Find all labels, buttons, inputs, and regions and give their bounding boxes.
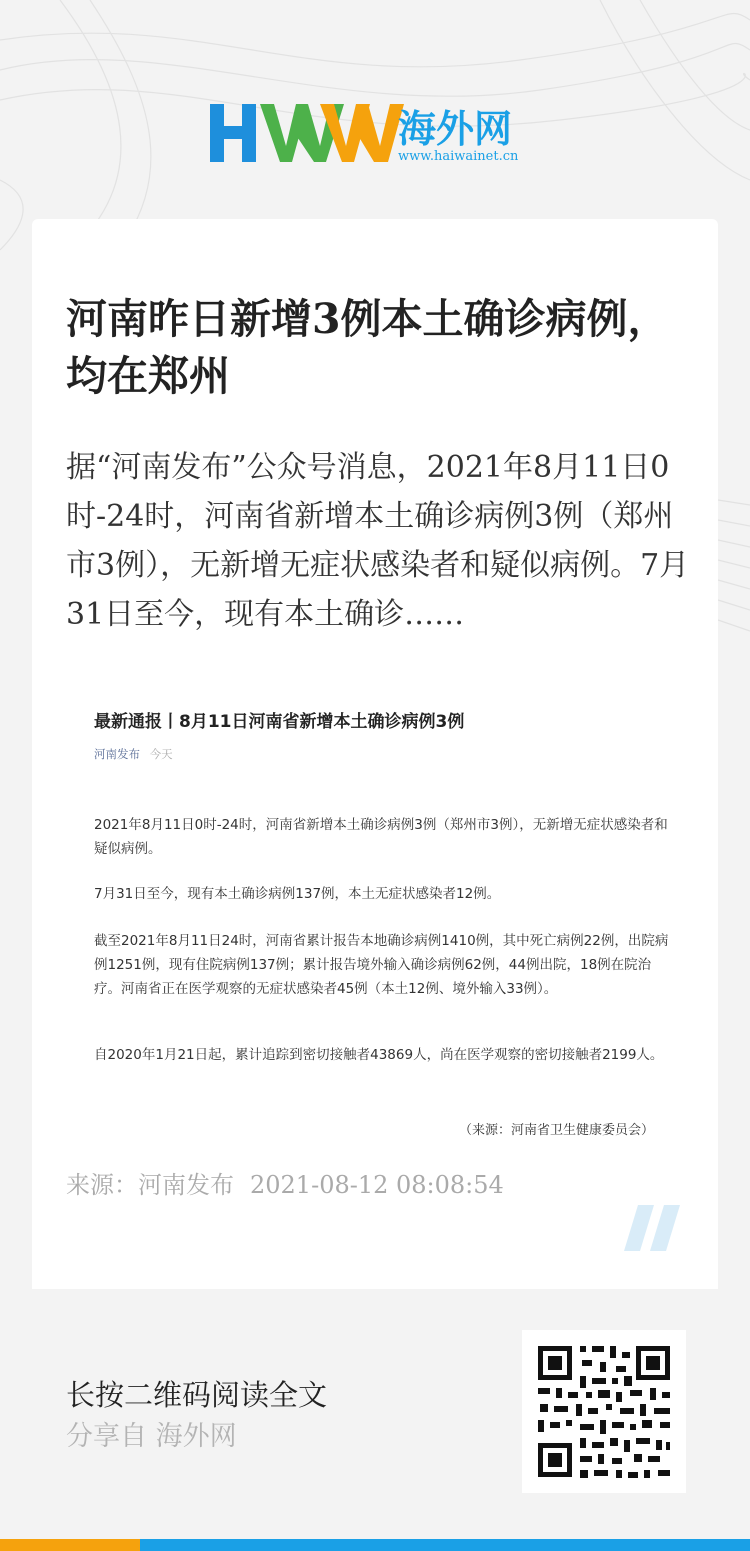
embedded-screenshot	[94, 707, 674, 1138]
article-source-line	[66, 1165, 504, 1200]
publish-datetime: 2021-08-12 08:08:54	[250, 1171, 504, 1199]
share-from: 分享自 海外网	[66, 1421, 237, 1452]
brand-name: 海外网	[398, 106, 513, 151]
embed-meta	[94, 746, 674, 762]
haiwainet-logo	[208, 102, 548, 164]
embed-time: 今天	[149, 747, 173, 761]
qr-code-icon[interactable]	[522, 1330, 686, 1493]
qr-call-to-action: 长按二维码阅读全文	[66, 1378, 328, 1412]
article-card	[32, 219, 718, 1289]
embed-account: 河南发布	[94, 747, 140, 761]
embed-paragraph: 自2020年1月21日起，累计追踪到密切接触者43869人，尚在医学观察的密切接触者2199人。	[94, 1047, 664, 1063]
embed-title: 最新通报丨8月11日河南省新增本土确诊病例3例	[94, 712, 465, 732]
embed-paragraph: 7月31日至今，现有本土确诊病例137例，本土无症状感染者12例。	[94, 886, 501, 902]
bar-orange-segment	[0, 1539, 140, 1551]
embed-paragraph: 2021年8月11日0时-24时，河南省新增本土确诊病例3例（郑州市3例），无新增无症状感染者和疑似病例。	[94, 817, 668, 857]
embed-paragraph: 截至2021年8月11日24时，河南省累计报告本地确诊病例1410例，其中死亡病例22例，出院病例1251例，现有住院病例137例；累计报告境外输入确诊病例62例，44例出院，18例在院治疗。河南省正在医学观察的无症状感染者45例（本土12例、境外输入33例）。	[94, 933, 669, 997]
bottom-color-bar	[0, 1539, 750, 1551]
bar-blue-segment	[140, 1539, 750, 1551]
source-label: 来源：河南发布	[66, 1171, 234, 1199]
article-summary: 据“河南发布”公众号消息，2021年8月11日0时-24时，河南省新增本土确诊病例3例（郑州市3例），无新增无症状感染者和疑似病例。7月31日至今，现有本土确诊……	[66, 450, 690, 632]
embed-source: （来源：河南省卫生健康委员会）	[458, 1123, 654, 1138]
slash-decoration-icon	[624, 1205, 684, 1251]
article-title: 河南昨日新增3例本土确诊病例，均在郑州	[66, 295, 669, 400]
brand-url: www.haiwainet.cn	[398, 149, 519, 164]
